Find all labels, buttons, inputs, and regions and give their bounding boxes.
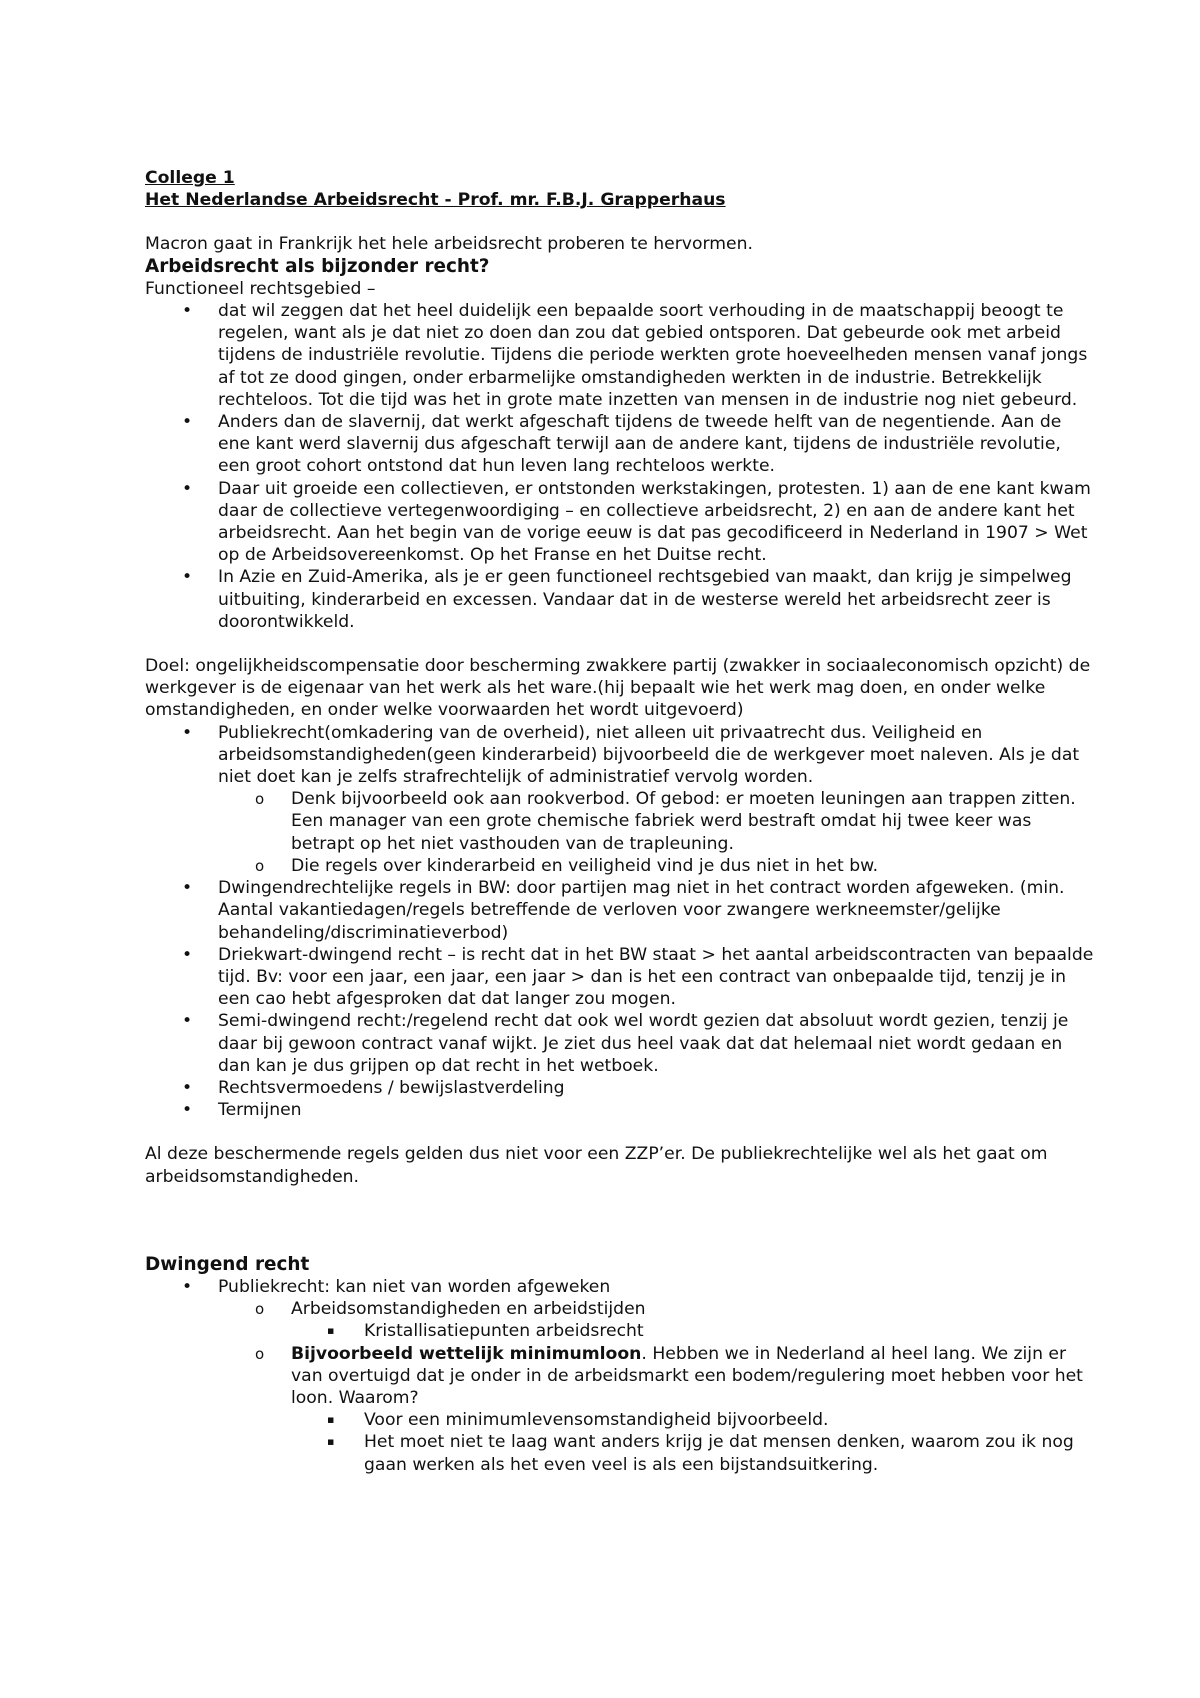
list-item: • In Azie en Zuid-Amerika, als je er geen functioneel rechtsgebied van maakt, dan krijg je simpelweg uitbuiting, kinderarbeid en excessen. Vandaar dat in de westerse wereld het arbeidsrecht zeer is doorontwikkeld. [182,567,1072,632]
list-item: • Termijnen [182,1100,302,1121]
section-heading-bijzonder-recht: Arbeidsrecht als bijzonder recht? [145,255,490,277]
sub-sub-list-item: ▪ Het moet niet te laag want anders krijg je dat mensen denken, waarom zou ik nog gaan werken als het even veel is als een bijstandsuitkering. [327,1432,1074,1475]
sub-list-item: o Arbeidsomstandigheden en arbeidstijden [255,1299,646,1320]
list-item: • dat wil zeggen dat het heel duidelijk een bepaalde soort verhouding in de maatschappij beoogt te regelen, want als je dat niet zo doen dan zou dat gebied ontsporen. Dat gebeurde ook met arbeid tijdens de industriële revolutie. Tijdens die periode werkten grote hoeveelheden mensen vanaf jongs af tot ze dood gingen, onder erbarmelijke omstandigheden werkten in de industrie. Betrekkelijk rechteloos. Tot die tijd was het in grote mate inzetten van mensen in de industrie nog niet gebeurd. [182,301,1088,410]
sub-sub-list-item: ▪ Voor een minimumlevensomstandigheid bijvoorbeeld. [327,1410,829,1431]
list-item: • Anders dan de slavernij, dat werkt afgeschaft tijdens de tweede helft van de negentiende. Aan de ene kant werd slavernij dus afgeschaft terwijl aan de andere kant, tijdens de industriële revolutie, een groot cohort ontstond dat hun leven lang rechteloos werkte. [182,412,1062,477]
bullet-marker: • [182,301,193,322]
goal-paragraph: Doel: ongelijkheidscompensatie door bescherming zwakkere partij (zwakker in sociaaleconomisch opzicht) de werkgever is de eigenaar van het werk als het ware.(hij bepaalt wie het werk mag doen, en onder welke omstandigheden, en onder welke voorwaarden het wordt uitgevoerd) [145,656,1091,721]
functional-label: Functioneel rechtsgebied – [145,278,376,299]
bullet-marker: • [182,878,193,899]
list-item: • Dwingendrechtelijke regels in BW: door partijen mag niet in het contract worden afgeweken. (min. Aantal vakantiedagen/regels betreffende de verloven voor zwangere werkneemster/gelijke behandeling/discriminatieverbod) [182,878,1065,943]
square-marker: ▪ [327,1324,335,1338]
goal-list [145,722,1095,1122]
bullet-marker: • [182,1100,193,1121]
course-subtitle: Het Nederlandse Arbeidsrecht - Prof. mr. F.B.J. Grapperhaus [145,190,726,211]
bullet-marker: • [182,478,193,499]
emphasis-minimumloon: Bijvoorbeeld wettelijk minimumloon [291,1343,642,1364]
square-marker: ▪ [327,1413,335,1427]
list-item: • Publiekrecht(omkadering van de overheid), niet alleen uit privaatrecht dus. Veiligheid en arbeidsomstandigheden(geen kinderarbeid) bijvoorbeeld die de werkgever moet naleven. Als je dat niet doet kan je zelfs strafrechtelijk of administratief vervolg worden. [182,722,1080,788]
bullet-marker: • [182,1276,193,1297]
list-item: • Driekwart-dwingend recht – is recht dat in het BW staat > het aantal arbeidscontracten van bepaalde tijd. Bv: voor een jaar, een jaar, een jaar > dan is het een contract van onbepaalde tijd, tenzij je in een cao hebt afgesproken dat dat langer zou mogen. [182,944,1094,1010]
sub-sub-list-item: ▪ Kristallisatiepunten arbeidsrecht [327,1321,644,1342]
bullet-marker: • [182,944,193,965]
sub-list-item: o Die regels over kinderarbeid en veiligheid vind je dus niet in het bw. [255,855,879,876]
intro-paragraph: Macron gaat in Frankrijk het hele arbeidsrecht proberen te hervormen. [145,234,753,255]
bullet-marker: • [182,722,193,743]
bullet-marker: • [182,412,193,433]
circle-marker: o [255,790,265,809]
dwingend-list [145,1276,1095,1476]
functional-list [145,300,1095,633]
list-item: • Daar uit groeide een collectieven, er ontstonden werkstakingen, protesten. 1) aan de ene kant kwam daar de collectieve vertegenwoordiging – en collectieve arbeidsrecht, 2) en aan de andere kant het arbeidsrecht. Aan het begin van de vorige eeuw is dat pas gecodificeerd in Nederland in 1907 > Wet op de Arbeidsovereenkomst. Op het Franse en het Duitse recht. [182,478,1091,566]
bullet-marker: • [182,1011,193,1032]
square-marker: ▪ [327,1435,335,1449]
list-item: • Semi-dwingend recht:/regelend recht dat ook wel wordt gezien dat absoluut wordt gezien, tenzij je daar bij gewoon contract vanaf wijkt. Je ziet dus heel vaak dat dat helemaal niet wordt gedaan en dan kan je dus grijpen op dat recht in het wetboek. [182,1011,1069,1076]
list-item: • Rechtsvermoedens / bewijslastverdeling [182,1077,565,1098]
circle-marker: o [255,856,265,875]
bullet-marker: • [182,567,193,588]
circle-marker: o [255,1300,265,1319]
sub-list-item: o Denk bijvoorbeeld ook aan rookverbod. Of gebod: er moeten leuningen aan trappen zitten. Een manager van een grote chemische fabriek werd bestraft omdat hij twee keer was betrapt op het niet vasthouden van de trapleuning. [255,789,1076,854]
sub-list-item: o Bijvoorbeeld wettelijk minimumloon. Hebben we in Nederland al heel lang. We zijn er van overtuigd dat je onder in de arbeidsmarkt een bodem/regulering moet hebben voor het loon. Waarom? [255,1343,1083,1408]
section-heading-dwingend-recht: Dwingend recht [145,1253,310,1275]
circle-marker: o [255,1344,265,1363]
zzp-paragraph: Al deze beschermende regels gelden dus niet voor een ZZP’er. De publiekrechtelijke wel als het gaat om arbeidsomstandigheden. [145,1144,1048,1187]
list-item: • Publiekrecht: kan niet van worden afgeweken [182,1276,611,1297]
document-body [145,167,1095,1476]
bullet-marker: • [182,1077,193,1098]
lecture-title: College 1 [145,168,235,188]
